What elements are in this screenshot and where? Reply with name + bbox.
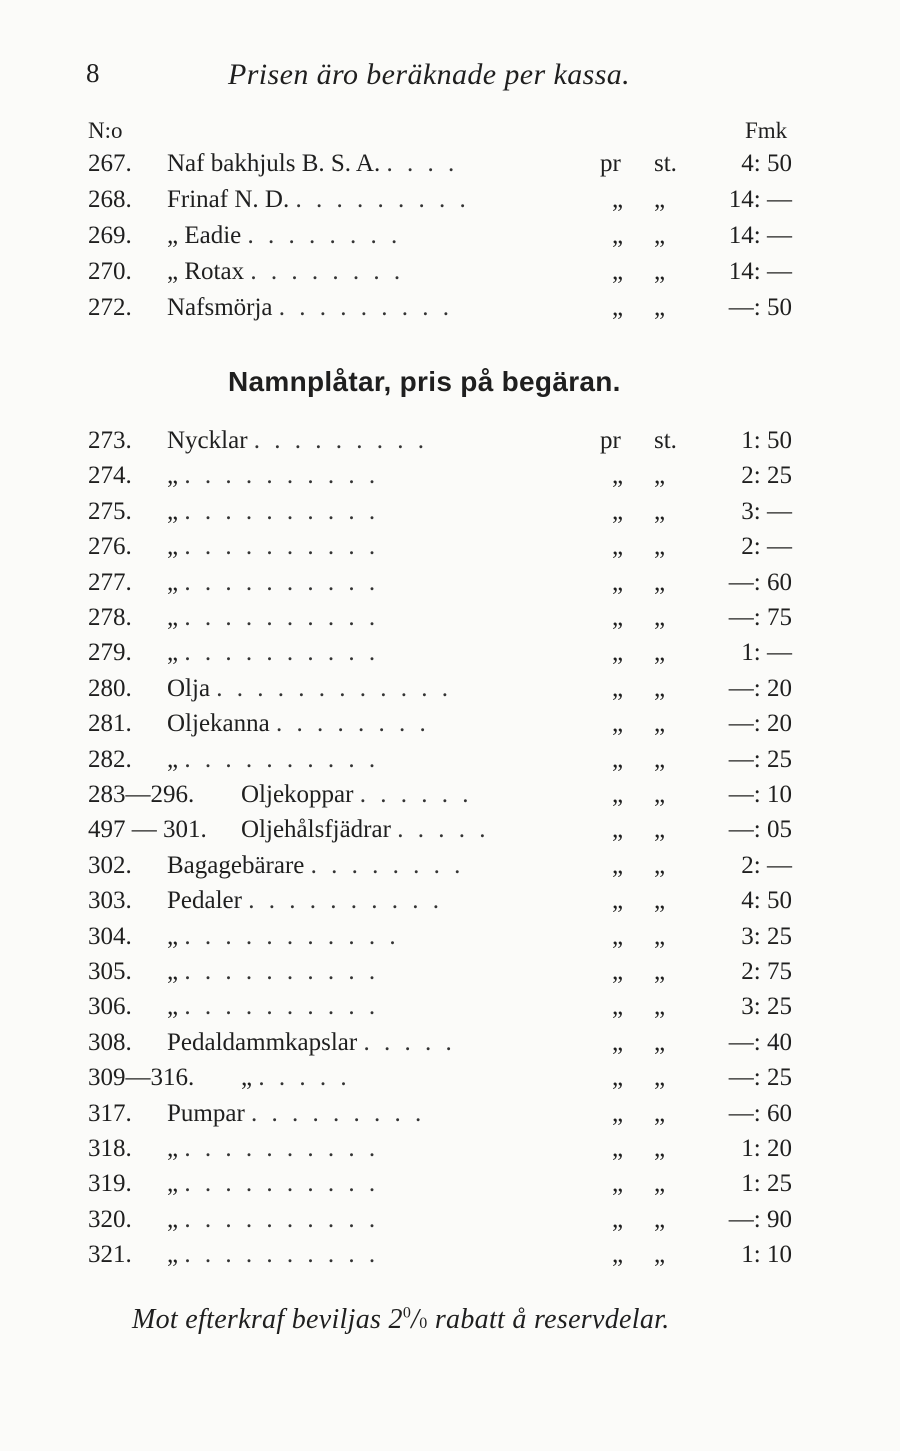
item-number: 303. [88,887,132,915]
item-price: 2: 75 [741,958,792,985]
leader-dots: . . . . . [397,816,490,844]
item-description [167,887,443,915]
item-description [167,1100,425,1128]
item-price: —: 20 [728,674,792,702]
item-unit-suffix: „ [654,639,666,667]
item-name: Bagagebärare [167,851,305,879]
item-unit: „ [612,222,624,249]
item-number: 269. [88,222,132,249]
list-item [0,958,900,994]
item-number: 282. [88,745,132,773]
item-price: —: 25 [728,745,792,773]
item-unit: „ [612,1205,624,1233]
item-price: 1: 50 [741,427,792,454]
item-unit: „ [612,639,624,667]
item-name: „ [167,745,179,773]
item-number: 319. [88,1170,132,1198]
item-name: Naf bakhjuls B. S. A. [167,150,381,177]
leader-dots: . . . . . . . . . . [184,533,380,561]
item-name: „ [167,1241,179,1269]
item-price: 1: 25 [741,1170,792,1198]
item-description [167,852,464,880]
page-header [0,58,900,98]
item-name: „ [167,1135,179,1162]
list-item [0,1100,900,1136]
item-unit: „ [612,497,624,525]
item-unit: „ [612,816,624,844]
item-description [241,781,472,809]
list-item [0,258,900,294]
item-price: 14: — [728,186,792,213]
list-item [0,1135,900,1171]
item-number: 318. [88,1135,132,1162]
item-name: „ [167,1170,179,1198]
item-price: —: 50 [728,294,792,321]
item-unit-suffix: „ [654,674,666,702]
item-unit-suffix: st. [654,427,677,454]
list-item [0,427,900,463]
footer-text-after: rabatt å reservdelar. [434,1304,670,1335]
item-unit: „ [612,604,624,631]
item-unit-suffix: „ [654,462,666,490]
item-unit: „ [612,1170,624,1198]
item-name: „ [167,497,179,525]
item-number: 272. [88,294,132,321]
item-name: „ Eadie [167,222,242,249]
leader-dots: . . . . . . . . [275,710,430,738]
leader-dots: . . . . . . . . . . [184,1205,380,1233]
item-unit-suffix: „ [654,851,666,879]
item-price: 1: 20 [741,1135,792,1162]
item-number: 280. [88,674,132,702]
item-description [167,639,379,667]
item-number: 283—296. [88,781,195,808]
item-price: 2: — [741,851,792,879]
leader-dots: . . . . . . . . [310,851,465,879]
item-name: „ [167,462,179,490]
item-number: 277. [88,568,132,596]
item-description [167,150,458,178]
leader-dots: . . . . [386,150,459,177]
list-item [0,462,900,498]
item-unit-suffix: „ [654,887,666,915]
column-header-number: N:o [88,118,123,143]
item-description [167,923,400,951]
leader-dots: . . . . . . . . . . . . [216,674,453,702]
list-item [0,222,900,258]
item-price: 4: 50 [741,150,792,177]
item-number: 273. [88,427,132,454]
item-price: —: 10 [728,781,792,808]
percent-sign-slash: / [411,1304,420,1335]
item-price: 4: 50 [741,887,792,915]
list-item [0,852,900,888]
leader-dots: . . . . . . . . . . [184,568,380,596]
item-name: „ Rotax [167,258,245,285]
list-item [0,993,900,1029]
item-price: —: 60 [728,1099,792,1127]
item-name: Pedaldammkapslar [167,1028,358,1056]
item-price: —: 05 [728,816,792,844]
item-name: „ [167,568,179,596]
item-name: Pedaler [167,887,242,915]
item-price: 1: — [741,639,792,667]
item-unit: „ [612,781,624,808]
item-description [167,427,428,455]
item-unit-suffix: st. [654,150,677,177]
leader-dots: . . . . . . [359,781,473,808]
item-name: „ [241,1064,253,1092]
item-unit: „ [612,1028,624,1056]
item-description [167,958,379,986]
item-description [167,710,430,738]
item-number: 274. [88,462,132,490]
item-unit: „ [612,1241,624,1269]
item-name: „ [167,1205,179,1233]
leader-dots: . . . . . . . . . [251,1099,426,1127]
item-description [167,462,379,490]
item-name: Nycklar [167,427,248,454]
item-unit-suffix: „ [654,258,666,285]
item-price: —: 60 [728,568,792,596]
item-unit-suffix: „ [654,993,666,1021]
item-unit: „ [612,958,624,985]
list-item [0,1064,900,1100]
leader-dots: . . . . . . . . . [295,186,470,213]
item-price: —: 40 [728,1028,792,1056]
item-unit: „ [612,1064,624,1092]
item-number: 306. [88,993,132,1021]
item-name: Oljehålsfjädrar [241,816,391,844]
item-description [167,498,379,526]
item-description [167,1170,379,1198]
item-description [167,1206,379,1234]
item-unit-suffix: „ [654,1064,666,1092]
item-unit-suffix: „ [654,1170,666,1198]
running-title: Prisen äro beräknade per kassa. [228,58,631,91]
list-item [0,186,900,222]
item-number: 497 — 301. [88,816,207,844]
item-unit-suffix: „ [654,958,666,985]
item-description [167,258,404,286]
list-item [0,675,900,711]
item-number: 308. [88,1028,132,1056]
item-name: Oljekoppar [241,781,354,808]
item-number: 275. [88,497,132,525]
leader-dots: . . . . . . . . . [253,427,429,454]
list-item [0,569,900,605]
list-item [0,781,900,817]
item-unit-suffix: „ [654,1205,666,1233]
list-item [0,498,900,534]
section-heading: Namnplåtar, pris på begäran. [228,366,621,397]
item-description [167,294,453,322]
item-name: „ [167,993,179,1021]
item-name: „ [167,533,179,561]
item-price: 14: — [728,222,792,249]
item-unit-suffix: „ [654,781,666,808]
list-item [0,1170,900,1206]
item-number: 281. [88,710,132,738]
item-description [167,1241,379,1269]
list-item [0,1241,900,1277]
list-item [0,639,900,675]
item-unit-suffix: „ [654,1135,666,1162]
item-unit-suffix: „ [654,294,666,321]
leader-dots: . . . . . . . . . . [184,1241,380,1269]
leader-dots: . . . . . . . . . . [184,1170,380,1198]
item-price: 3: 25 [741,993,792,1021]
item-price: —: 75 [728,604,792,631]
item-unit: „ [612,1099,624,1127]
item-number: 320. [88,1205,132,1233]
item-unit: „ [612,258,624,285]
item-name: Olja [167,674,211,702]
item-number: 267. [88,150,132,177]
item-description [167,1135,379,1163]
item-unit-suffix: „ [654,568,666,596]
item-unit: „ [612,462,624,490]
item-price: 2: 25 [741,462,792,490]
item-unit-suffix: „ [654,1099,666,1127]
item-price: 2: — [741,533,792,561]
item-price: 3: — [741,497,792,525]
item-unit: „ [612,710,624,738]
item-name: Pumpar [167,1099,245,1127]
leader-dots: . . . . . [258,1064,351,1092]
item-description [167,533,379,561]
item-number: 309—316. [88,1064,195,1092]
percent-sign-bottom: 0 [419,1315,428,1332]
percent-sign-top: 0 [402,1304,412,1322]
item-name: „ [167,639,179,667]
item-unit: pr [600,150,621,177]
item-name: „ [167,958,179,985]
item-description [167,569,379,597]
column-header-currency: Fmk [745,118,788,143]
item-description [167,746,379,774]
leader-dots: . . . . . . . . . . [184,958,380,985]
leader-dots: . . . . . . . . . . . [184,922,400,950]
item-unit: „ [612,186,624,213]
list-item [0,150,900,186]
list-item [0,294,900,330]
item-unit-suffix: „ [654,745,666,773]
list-item [0,923,900,959]
item-unit: „ [612,887,624,915]
item-number: 276. [88,533,132,561]
item-price: 14: — [728,258,792,285]
item-unit-suffix: „ [654,222,666,249]
item-unit: „ [612,1135,624,1162]
item-price: —: 20 [728,710,792,738]
item-unit: „ [612,922,624,950]
leader-dots: . . . . . . . . [247,222,402,249]
leader-dots: . . . . . . . . [250,258,405,285]
item-price: —: 25 [728,1064,792,1092]
leader-dots: . . . . . . . . . . [184,745,380,773]
leader-dots: . . . . . . . . . [278,294,454,321]
item-description [241,816,489,844]
leader-dots: . . . . . . . . . . [184,993,380,1021]
item-unit-suffix: „ [654,497,666,525]
list-item [0,604,900,640]
item-price: —: 90 [728,1205,792,1233]
item-unit-suffix: „ [654,186,666,213]
item-unit: pr [600,427,621,454]
leader-dots: . . . . . . . . . . [184,462,380,490]
item-unit-suffix: „ [654,1028,666,1056]
item-number: 321. [88,1241,132,1269]
item-description [167,186,470,214]
item-description [167,675,452,703]
item-number: 304. [88,922,132,950]
item-unit: „ [612,745,624,773]
list-item [0,533,900,569]
item-number: 278. [88,604,132,631]
item-number: 302. [88,851,132,879]
item-unit: „ [612,294,624,321]
list-item [0,1029,900,1065]
list-item [0,816,900,852]
item-unit-suffix: „ [654,533,666,561]
list-item [0,710,900,746]
footer-note [132,1304,670,1336]
leader-dots: . . . . . . . . . . [184,604,380,631]
item-unit-suffix: „ [654,604,666,631]
item-price: 3: 25 [741,922,792,950]
leader-dots: . . . . . . . . . . [184,1135,380,1162]
item-name: Frinaf N. D. [167,186,290,213]
item-number: 270. [88,258,132,285]
item-unit: „ [612,851,624,879]
leader-dots: . . . . . . . . . . [184,639,380,667]
item-name: Nafsmörja [167,294,273,321]
item-number: 268. [88,186,132,213]
leader-dots: . . . . . . . . . . [184,497,380,525]
item-description [167,993,379,1021]
item-description [167,222,401,250]
item-name: Oljekanna [167,710,270,738]
item-unit-suffix: „ [654,816,666,844]
item-price: 1: 10 [741,1241,792,1269]
item-number: 305. [88,958,132,985]
item-unit-suffix: „ [654,1241,666,1269]
item-unit: „ [612,533,624,561]
item-name: „ [167,922,179,950]
item-description [167,1029,456,1057]
item-description [241,1064,351,1092]
item-description [167,604,379,632]
item-number: 317. [88,1099,132,1127]
list-item [0,887,900,923]
list-item [0,746,900,782]
leader-dots: . . . . . [363,1028,456,1056]
item-name: „ [167,604,179,631]
item-unit: „ [612,568,624,596]
page-number: 8 [86,58,100,88]
item-unit-suffix: „ [654,710,666,738]
item-unit: „ [612,674,624,702]
item-unit: „ [612,993,624,1021]
leader-dots: . . . . . . . . . . [248,887,443,915]
footer-text-before: Mot efterkraf beviljas 2 [132,1304,403,1335]
item-number: 279. [88,639,132,667]
item-unit-suffix: „ [654,922,666,950]
list-item [0,1206,900,1242]
